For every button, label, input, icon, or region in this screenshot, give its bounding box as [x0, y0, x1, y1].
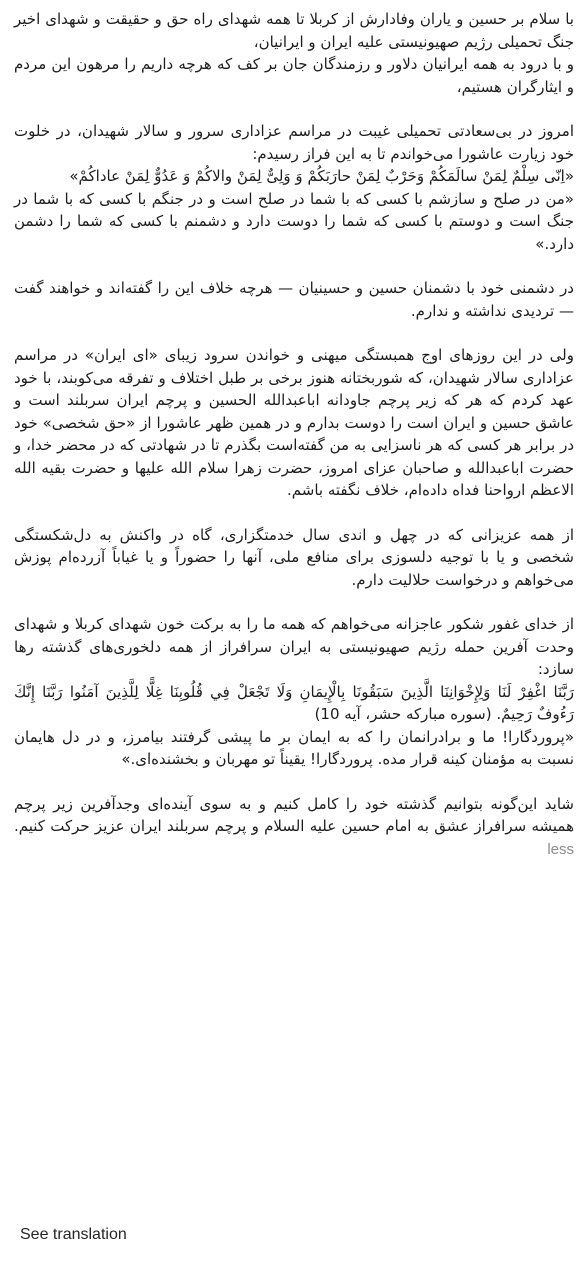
see-translation-link[interactable]: See translation	[20, 1226, 127, 1243]
caption-paragraph-6: از خدای غفور شکور عاجزانه می‌خواهم که همه ما را به برکت خون شهدای کربلا و شهدای وحدت آفرین حمله رژیم صهیونیستی به ایران سرافراز از همه دلخوری‌های گذشته رها سازد: رَبَّنَا اغْفِرْ لَنَا وَلِإِخْوَانِنَا الَّذِينَ سَبَقُونَا بِالْإِيمَانِ وَلَا تَجْعَلْ فِي قُلُوبِنَا غِلًّا لِلَّذِينَ آمَنُوا رَبَّنَا إِنَّكَ رَءُوفٌ رَحِيمٌ. (سوره مبارکه حشر، آیه 10) «پروردگارا! ما و برادرانمان را که به ایمان بر ما پیشی گرفتند بیامرز، و در دل هایمان نسبت به مؤمنان کینه قرار مده. پروردگارا! یقیناً تو مهربان و بخشنده‌ای.»	[14, 615, 574, 768]
caption-paragraph-7	[14, 793, 574, 862]
caption-paragraph-4: ولی در این روزهای اوج همبستگی میهنی و خواندن سرود زیبای «ای ایران» در مراسم عزاداری سالار شهیدان، که شوربختانه هنوز برخی بر طبل اختلاف و تفرقه می‌کوبند، با خود عهد کردم که هر که زیر پرچم جاودانه اباعبدالله الحسین و پرچم ایران سربلند است و عاشق حسین و ایران است را دوست بدارم و در همین ظهر عاشورا از «حق شخصی» خود در برابر هر کسی که هر ناسزایی به من گفته‌است بگذرم تا در شهادتی که در محضر خدا، و حضرت اباعبدالله و صاحبان عزای امروز، حضرت زهرا سلام الله علیها و حضرت بقیه الله الاعظم ارواحنا فداه داده‌ام، خلاف نگفته باشم.	[14, 346, 574, 499]
caption-paragraph-7-text: شاید این‌گونه بتوانیم گذشته خود را کامل کنیم و به سوی آینده‌ای وجدآفرین زیر پرچم همیشه سرافراز عشق به امام حسین علیه السلام و پرچم سربلند ایران عزیز حرکت کنیم.	[14, 794, 574, 835]
caption-paragraph-2: امروز در بی‌سعادتی تحمیلی غیبت در مراسم عزاداری سرور و سالار شهیدان، در خلوت خود زیارت عاشورا می‌خواندم تا به این فراز رسیدم: «اِنّی سِلْمٌ لِمَنْ سالَمَکُمْ وَحَرْبٌ لِمَنْ حارَبَکُمْ وَ وَلِیٌّ لِمَنْ والاکُمْ وَ عَدُوٌّ لِمَنْ عاداکُمْ» «من در صلح و سازشم با کسی که با شما در صلح است و در جنگم با کسی که با شما در جنگ است و دوستم با کسی که شما را دوست دارد و دشمنم با کسی که شما را دشمن دارد.»	[14, 122, 574, 253]
caption-paragraph-1: با سلام بر حسین و یاران وفادارش از کربلا تا همه شهدای راه حق و حقیقت و شهدای اخیر جنگ تحمیلی رژیم صهیونیستی علیه ایران و ایرانیان، و با درود به همه ایرانیان دلاور و رزمندگان جان بر کف که هرچه داریم را مرهون این مردم و ایثارگران هستیم،	[14, 10, 574, 96]
caption-paragraph-3: در دشمنی خود با دشمنان حسین و حسینیان — هرچه خلاف این را گفته‌اند و خواهند گفت — تردیدی نداشته و ندارم.	[14, 279, 574, 320]
caption-paragraph-5: از همه عزیزانی که در چهل و اندی سال خدمتگزاری، گاه در واکنش به دل‌شکستگی شخصی و یا با توجیه دلسوزی برای منافع ملی، آنها را حضوراً و یا غیاباً آزرده‌ام پوزش می‌خواهم و درخواست حلالیت دارم.	[14, 525, 574, 589]
less-button[interactable]: less	[547, 840, 574, 858]
post-caption	[14, 8, 574, 883]
